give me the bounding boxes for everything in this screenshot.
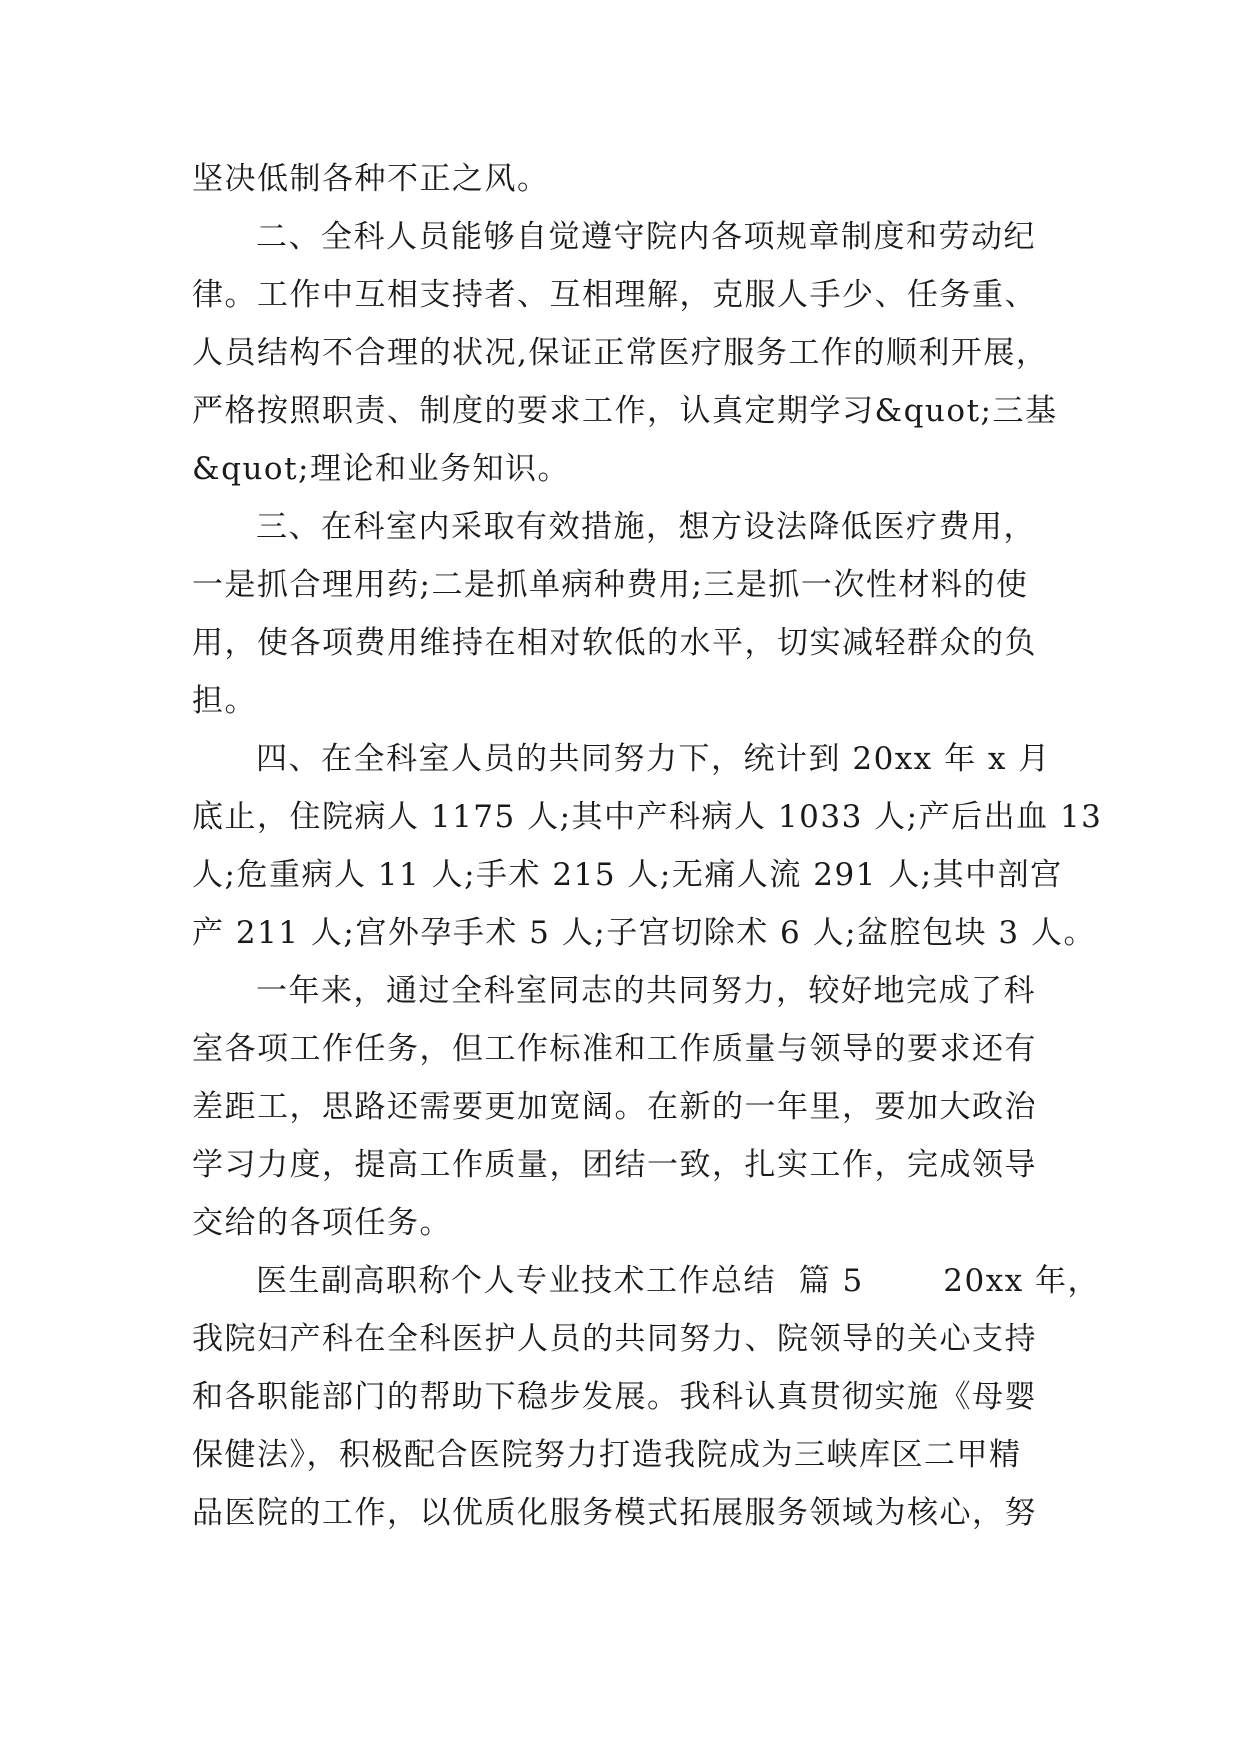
text-line: 用，使各项费用维持在相对软低的水平，切实减轻群众的负 xyxy=(192,625,1037,661)
paragraph-2-start: 二、全科人员能够自觉遵守院内各项规章制度和劳动纪 xyxy=(256,219,1036,255)
text-line: 品医院的工作，以优质化服务模式拓展服务领域为核心，努 xyxy=(192,1495,1037,1531)
section-heading-line: 医生副高职称个人专业技术工作总结 篇 5 20xx 年， xyxy=(256,1263,1101,1299)
text-line: 差距工，思路还需要更加宽阔。在新的一年里，要加大政治 xyxy=(192,1089,1037,1125)
text-line: 室各项工作任务，但工作标准和工作质量与领导的要求还有 xyxy=(192,1031,1037,1067)
text-line: 我院妇产科在全科医护人员的共同努力、院领导的关心支持 xyxy=(192,1321,1037,1357)
text-line: 坚决低制各种不正之风。 xyxy=(192,161,550,197)
text-line: 一是抓合理用药;二是抓单病种费用;三是抓一次性材料的使 xyxy=(192,567,1029,603)
text-line: 人;危重病人 11 人;手术 215 人;无痛人流 291 人;其中剖宫 xyxy=(192,857,1063,893)
paragraph-3-start: 三、在科室内采取有效措施，想方设法降低医疗费用， xyxy=(256,509,1036,545)
paragraph-4-start: 四、在全科室人员的共同努力下，统计到 20xx 年 x 月 xyxy=(256,741,1051,777)
text-line: 和各职能部门的帮助下稳步发展。我科认真贯彻实施《母婴 xyxy=(192,1379,1037,1415)
text-line: &quot;理论和业务知识。 xyxy=(192,451,570,487)
body-text xyxy=(192,150,1103,1542)
text-line: 担。 xyxy=(192,683,257,719)
text-line: 保健法》，积极配合医院努力打造我院成为三峡库区二甲精 xyxy=(192,1437,1022,1473)
text-line: 律。工作中互相支持者、互相理解，克服人手少、任务重、 xyxy=(192,277,1037,313)
paragraph-5-start: 一年来，通过全科室同志的共同努力，较好地完成了科 xyxy=(256,973,1036,1009)
text-line: 底止，住院病人 1175 人;其中产科病人 1033 人;产后出血 13 xyxy=(192,799,1103,835)
text-line: 人员结构不合理的状况,保证正常医疗服务工作的顺利开展， xyxy=(192,335,1049,371)
text-line: 交给的各项任务。 xyxy=(192,1205,452,1241)
text-line: 严格按照职责、制度的要求工作，认真定期学习&quot;三基 xyxy=(192,393,1058,429)
text-line: 学习力度，提高工作质量，团结一致，扎实工作，完成领导 xyxy=(192,1147,1037,1183)
text-line: 产 211 人;宫外孕手术 5 人;子宫切除术 6 人;盆腔包块 3 人。 xyxy=(192,915,1097,951)
